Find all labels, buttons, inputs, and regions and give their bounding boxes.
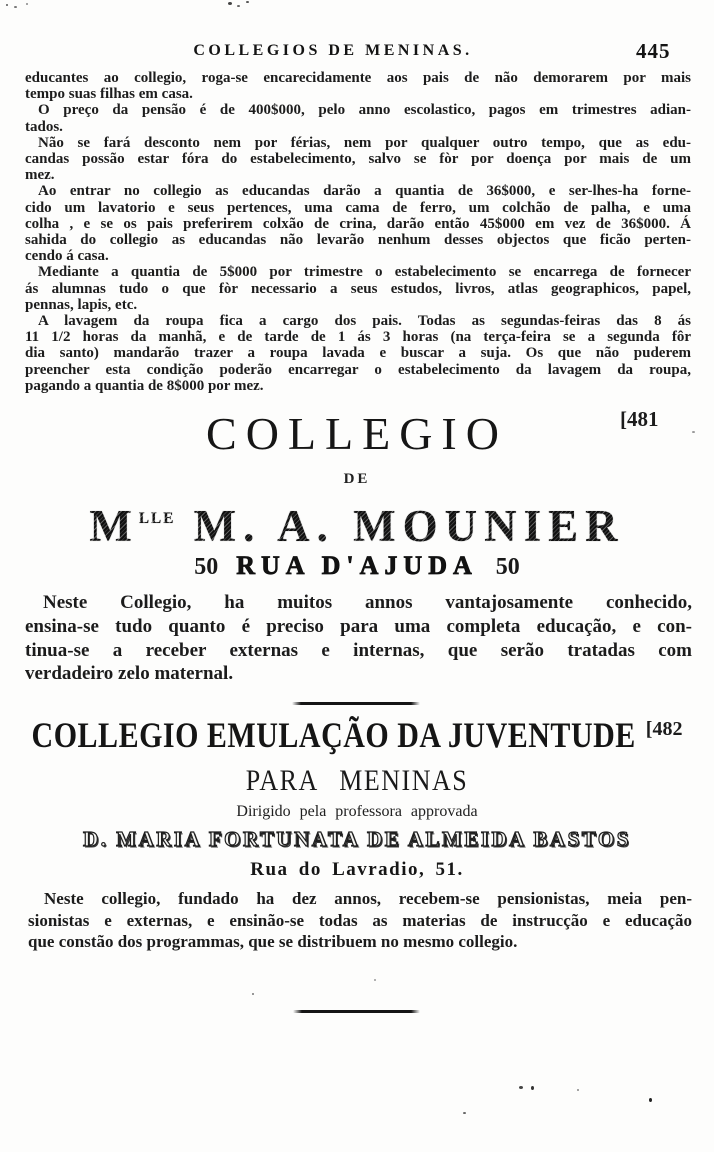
text-line: colha , e se os pais preferirem colxão de crina, darão então 45$000 em vez de 36$000. Á — [25, 215, 691, 232]
scan-speck — [519, 1086, 523, 1089]
text-line: Ao entrar no collegio as educandas darão a quantia de 36$000, e ser-lhes-ha forne- — [38, 183, 691, 200]
mounier-advert-subtitle: DE — [343, 471, 371, 487]
text-line: mez. — [25, 167, 55, 184]
text-line: Mediante a quantia de 5$000 por trimestre o estabelecimento se encarrega de fornecer — [38, 264, 691, 281]
scan-speck — [237, 5, 240, 7]
emulacao-subtitle: PARA MENINAS — [245, 764, 469, 797]
text-line: A lavagem da roupa fica a cargo dos pais. Todas as segundas-feiras das 8 ás — [38, 313, 691, 330]
emulacao-director-name: D. MARIA FORTUNATA DE ALMEIDA BASTOS — [83, 827, 631, 851]
text-line: tados. — [25, 118, 63, 135]
mounier-name — [0, 489, 714, 556]
advert-ref-482: [482 — [645, 718, 683, 740]
bottom-rule — [293, 1010, 420, 1013]
section-divider-rule — [292, 702, 420, 705]
address-street: RUA D'AJUDA — [236, 551, 478, 580]
emulacao-title-row — [0, 716, 714, 756]
text-line: pagando a quantia de 8$000 por mez. — [25, 377, 264, 394]
scan-speck — [463, 1112, 466, 1114]
emulacao-body-text — [28, 888, 692, 953]
scan-speck — [577, 1089, 579, 1091]
text-line: sahida do collegio as educandas não levarão nenhum desses objectos que ficão perten- — [25, 232, 691, 249]
scan-speck — [252, 993, 254, 995]
address-number-right: 50 — [495, 554, 520, 580]
emulacao-advert-title: COLLEGIO EMULAÇÃO DA JUVENTUDE — [31, 716, 636, 756]
text-line: sionistas e externas, e ensinão-se todas as materias de instrucção e educação — [28, 910, 692, 930]
address-number-left: 50 — [194, 554, 219, 580]
text-line: que constão dos programmas, que se distribuem no mesmo collegio. — [28, 932, 518, 951]
text-line: cido um lavatorio e seus pertences, uma cama de ferro, um colchão de palha, e uma — [25, 199, 691, 216]
text-line: Neste collegio, fundado ha dez annos, recebem-se pensionistas, meia pen- — [44, 889, 692, 908]
scan-speck — [649, 1098, 652, 1102]
text-line: verdadeiro zelo maternal. — [25, 663, 234, 685]
text-line: ás alumnas tudo o que fòr necessario a seus estudos, livros, atlas geographicos, papel, — [25, 280, 691, 297]
mounier-address — [0, 551, 714, 581]
text-line: dia santo) mandarão trazer a roupa lavada e buscar a suja. Os que não puderem — [25, 345, 691, 362]
scan-speck — [531, 1086, 534, 1090]
text-line: tinua-se a receber externas e internas, que serão tratadas com — [25, 639, 692, 661]
text-line: cendo á casa. — [25, 248, 109, 265]
scan-speck — [14, 6, 17, 8]
emulacao-address: Rua do Lavradio, 51. — [250, 859, 464, 880]
mounier-body-text — [25, 591, 692, 686]
advert-ref-481: [481 — [620, 407, 659, 431]
text-line: tempo suas filhas em casa. — [25, 86, 193, 103]
mounier-name-rest: M. A. MOUNIER — [193, 501, 625, 551]
scan-speck — [228, 2, 232, 5]
scan-speck — [26, 3, 28, 5]
emulacao-tagline: Dirigido pela professora approvada — [236, 803, 478, 820]
intro-text-block — [25, 70, 691, 394]
text-line: O preço da pensão é de 400$000, pelo anno escolastico, pagos em trimestres adian- — [38, 102, 691, 119]
running-header — [0, 42, 714, 60]
scan-speck — [246, 1, 249, 3]
text-line: candas possão estar fóra do estabelecimento, salvo se fòr por doença por mais de um — [25, 151, 691, 168]
text-line: ensina-se tudo quanto é preciso para uma completa educação, e con- — [25, 615, 692, 637]
mounier-advert-title: COLLEGIO — [206, 408, 508, 459]
text-line: pennas, lapis, etc. — [25, 296, 138, 313]
text-line: 11 1/2 horas da manhã, e de tarde de 1 ás 3 horas (na terça-feira se a segunda fôr — [25, 329, 691, 346]
mounier-name-initial: M — [89, 501, 139, 551]
page-title: COLLEGIOS DE MENINAS. — [193, 42, 473, 59]
text-line: educantes ao collegio, roga-se encarecidamente aos pais de não demorarem por mais — [25, 70, 691, 86]
text-line: Não se fará desconto nem por férias, nem por qualquer outro tempo, que as edu- — [38, 134, 691, 151]
mounier-name-superscript: LLE — [138, 510, 176, 527]
text-line: preencher esta condição poderão encarregar o estabelecimento da lavagem da roupa, — [25, 361, 691, 378]
text-line: Neste Collegio, ha muitos annos vantajosamente conhecido, — [43, 592, 692, 613]
scan-speck — [692, 431, 695, 433]
scan-speck — [6, 4, 8, 6]
page-number: 445 — [636, 39, 671, 63]
scan-speck — [374, 979, 376, 981]
